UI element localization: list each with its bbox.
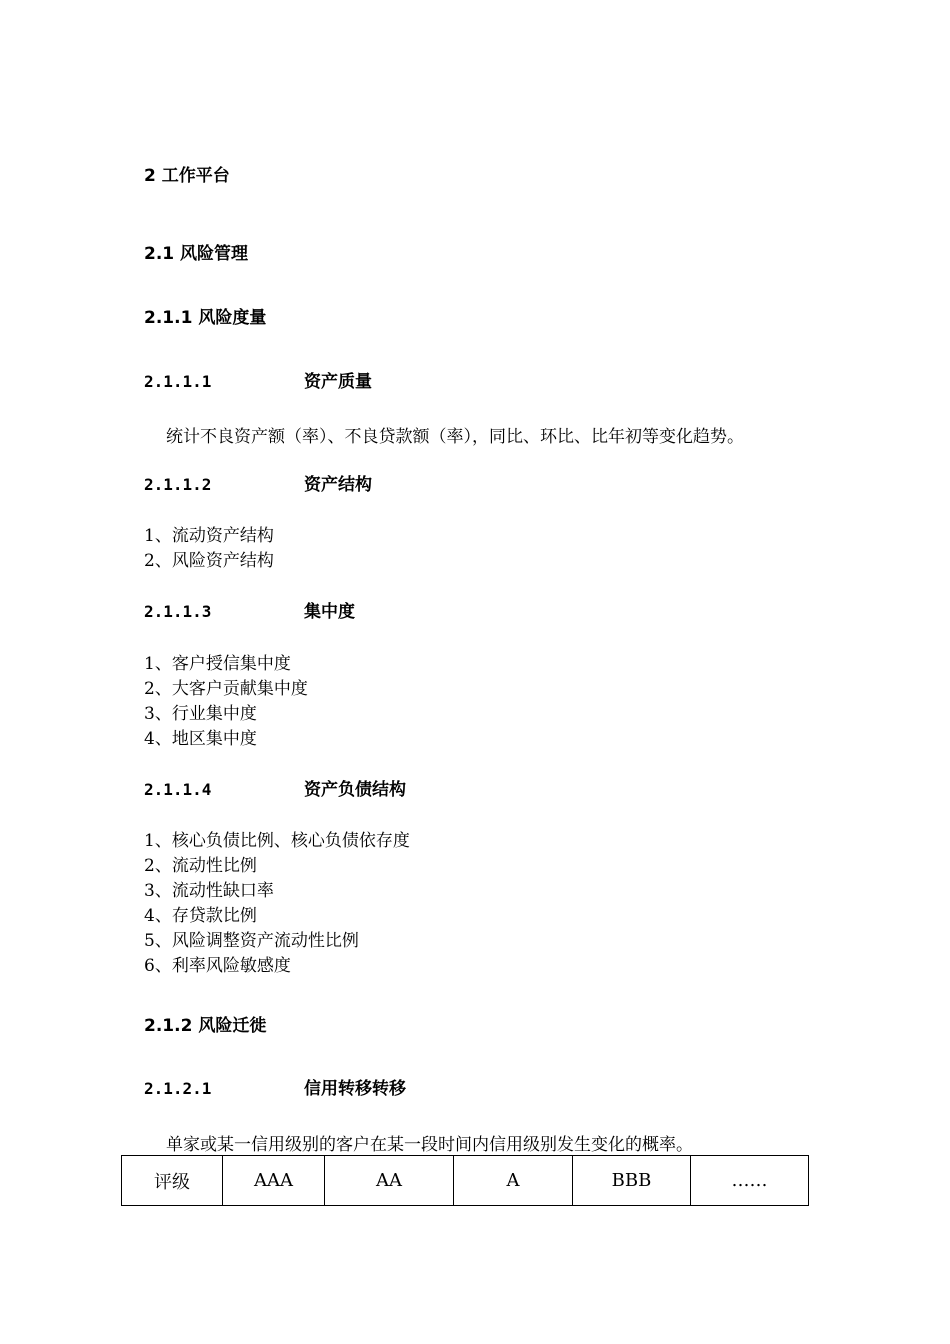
list-item: 2、风险资产结构 (144, 551, 274, 571)
list-item: 3、行业集中度 (144, 704, 257, 724)
heading-2-1-1-3 (144, 597, 355, 622)
list-item: 2、大客户贡献集中度 (144, 679, 308, 699)
heading-2-1-1-1 (144, 367, 372, 392)
section-number: 2.1.1.1 (144, 372, 212, 391)
table-cell-bbb: BBB (573, 1156, 691, 1206)
table-cell-ellipsis: …… (691, 1156, 809, 1206)
list-item: 2、流动性比例 (144, 856, 257, 876)
section-number: 2.1.1.3 (144, 602, 212, 621)
heading-2-1-1-2 (144, 470, 372, 495)
paragraph-asset-quality: 统计不良资产额（率）、不良贷款额（率），同比、环比、比年初等变化趋势。 (166, 427, 744, 447)
list-item: 3、流动性缺口率 (144, 881, 274, 901)
heading-2: 2 工作平台 (144, 166, 230, 186)
section-number: 2.1.2.1 (144, 1079, 212, 1098)
rating-table (121, 1155, 809, 1206)
table-cell-a: A (454, 1156, 573, 1206)
heading-2-1-1: 2.1.1 风险度量 (144, 308, 267, 328)
list-item: 4、地区集中度 (144, 729, 257, 749)
section-title: 资产结构 (304, 475, 372, 495)
table-row (122, 1156, 809, 1206)
list-concentration (144, 652, 308, 752)
section-title: 资产质量 (304, 372, 372, 392)
table-cell-aaa: AAA (223, 1156, 325, 1206)
table-cell-aa: AA (325, 1156, 454, 1206)
list-item: 1、流动资产结构 (144, 526, 274, 546)
paragraph-credit-migration: 单家或某一信用级别的客户在某一段时间内信用级别发生变化的概率。 (166, 1135, 693, 1155)
table-cell-rating: 评级 (122, 1156, 223, 1206)
list-asset-liability-structure (144, 829, 410, 979)
section-number: 2.1.1.4 (144, 780, 212, 799)
heading-2-1-1-4 (144, 775, 406, 800)
section-title: 集中度 (304, 602, 355, 622)
list-item: 4、存贷款比例 (144, 906, 257, 926)
list-asset-structure (144, 524, 274, 574)
list-item: 6、利率风险敏感度 (144, 956, 291, 976)
heading-2-1-2-1 (144, 1074, 406, 1099)
heading-2-1-2: 2.1.2 风险迁徙 (144, 1016, 267, 1036)
list-item: 5、风险调整资产流动性比例 (144, 931, 359, 951)
list-item: 1、客户授信集中度 (144, 654, 291, 674)
heading-2-1: 2.1 风险管理 (144, 244, 249, 264)
section-number: 2.1.1.2 (144, 475, 212, 494)
section-title: 信用转移转移 (304, 1079, 406, 1099)
section-title: 资产负债结构 (304, 780, 406, 800)
list-item: 1、核心负债比例、核心负债依存度 (144, 831, 410, 851)
